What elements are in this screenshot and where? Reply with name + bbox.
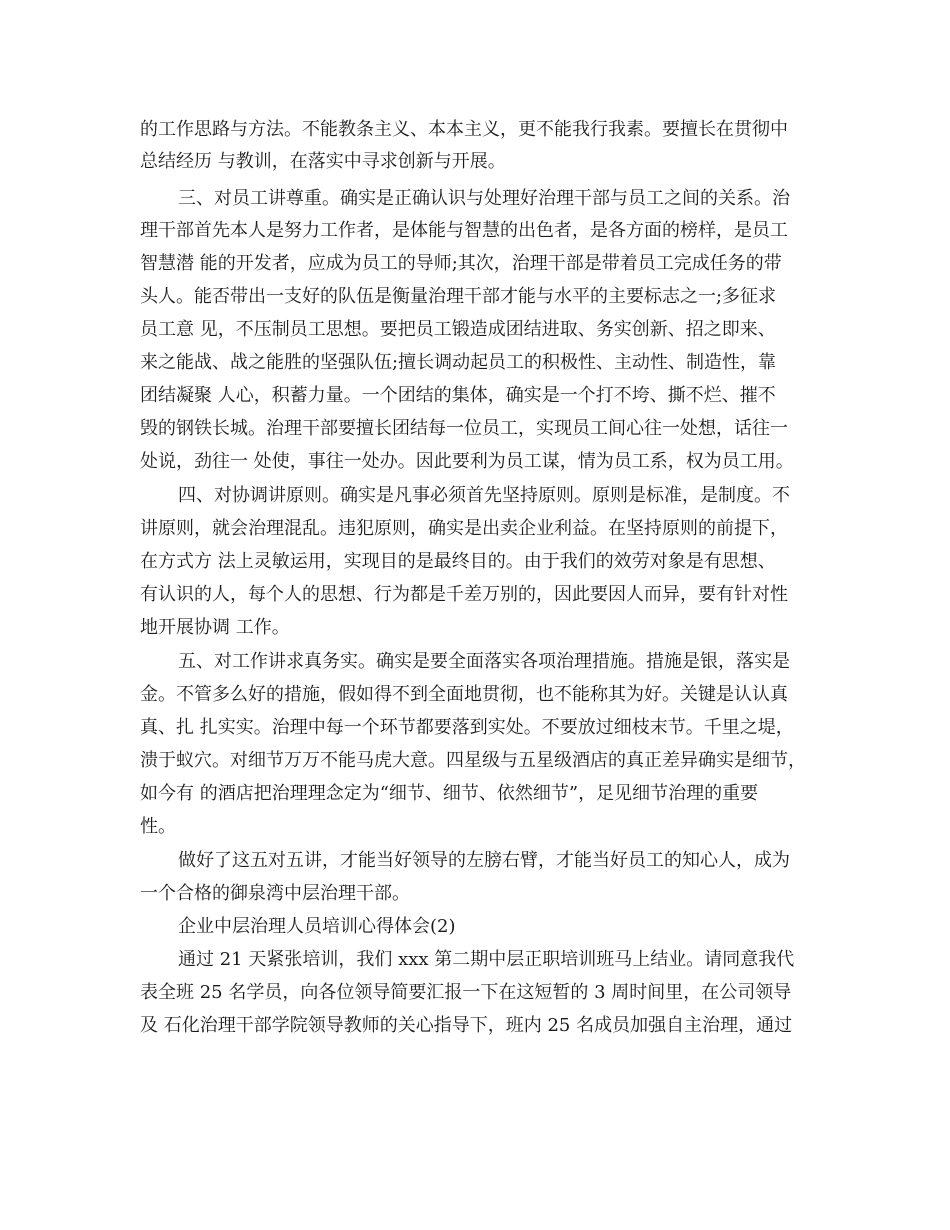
text-line: 真、扎 扎实实。治理中每一个环节都要落到实处。不要放过细枝末节。千里之堤，	[140, 717, 794, 738]
text-line: 金。不管多么好的措施，假如得不到全面地贯彻，也不能称其为好。关键是认认真	[140, 684, 788, 705]
text-line: 有认识的人，每个人的思想、行为都是千差万别的，因此要因人而异，要有针对性	[140, 584, 788, 605]
text-line: 讲原则，就会治理混乱。违犯原则，确实是出卖企业利益。在坚持原则的前提下，	[140, 518, 788, 539]
text-line: 性。	[140, 816, 176, 837]
text-line: 智慧潜 能的开发者，应成为员工的导师;其次，治理干部是带着员工完成任务的带	[140, 253, 782, 274]
text-line: 员工意 见，不压制员工思想。要把员工锻造成团结进取、务实创新、招之即来、	[140, 319, 776, 340]
text-line: 溃于蚁穴。对细节万万不能马虎大意。四星级与五星级酒店的真正差异确实是细节，	[140, 750, 806, 771]
text-line: 处说，劲往一 处使，事往一处办。因此要利为员工谋，情为员工系，权为员工用。	[140, 451, 794, 472]
text-line: 毁的钢铁长城。治理干部要擅长团结每一位员工，实现员工间心往一处想，话往一	[140, 418, 788, 439]
text-line: 理干部首先本人是努力工作者，是体能与智慧的出色者，是各方面的榜样，是员工	[140, 220, 788, 241]
text-line: 一个合格的御泉湾中层治理干部。	[140, 883, 410, 904]
text-line: 如今有 的酒店把治理理念定为“细节、细节、依然细节”，足见细节治理的重要	[140, 783, 759, 804]
paragraph-conclusion: 做好了这五对五讲，才能当好领导的左膀右臂，才能当好员工的知心人，成为	[178, 850, 790, 871]
text-line: 总结经历 与教训，在落实中寻求创新与开展。	[140, 151, 506, 172]
text-line: 的工作思路与方法。不能教条主义、本本主义，更不能我行我素。要擅长在贯彻中	[140, 119, 788, 140]
text-line: 团结凝聚 人心，积蓄力量。一个团结的集体，确实是一个打不垮、撕不烂、摧不	[140, 385, 776, 406]
text-line: 及 石化治理干部学院领导教师的关心指导下，班内 25 名成员加强自主治理，通过	[140, 1015, 793, 1036]
text-line: 地开展协调 工作。	[140, 617, 290, 638]
text-line: 来之能战、战之能胜的坚强队伍;擅长调动起员工的积极性、主动性、制造性，靠	[140, 352, 777, 373]
section-title: 企业中层治理人员培训心得体会(2)	[178, 916, 456, 937]
paragraph-heading-5: 五、对工作讲求真务实。确实是要全面落实各项治理措施。措施是银，落实是	[178, 651, 790, 672]
text-line: 头人。能否带出一支好的队伍是衡量治理干部才能与水平的主要标志之一;多征求	[140, 286, 777, 307]
paragraph-heading-3: 三、对员工讲尊重。确实是正确认识与处理好治理干部与员工之间的关系。治	[178, 188, 790, 209]
paragraph-heading-4: 四、对协调讲原则。确实是凡事必须首先坚持原则。原则是标准，是制度。不	[178, 485, 790, 506]
text-line: 表全班 25 名学员，向各位领导简要汇报一下在这短暂的 3 周时间里，在公司领导	[140, 982, 792, 1003]
paragraph-intro: 通过 21 天紧张培训，我们 xxx 第二期中层正职培训班马上结业。请同意我代	[178, 949, 795, 970]
text-line: 在方式方 法上灵敏运用，实现目的是最终目的。由于我们的效劳对象是有思想、	[140, 551, 776, 572]
